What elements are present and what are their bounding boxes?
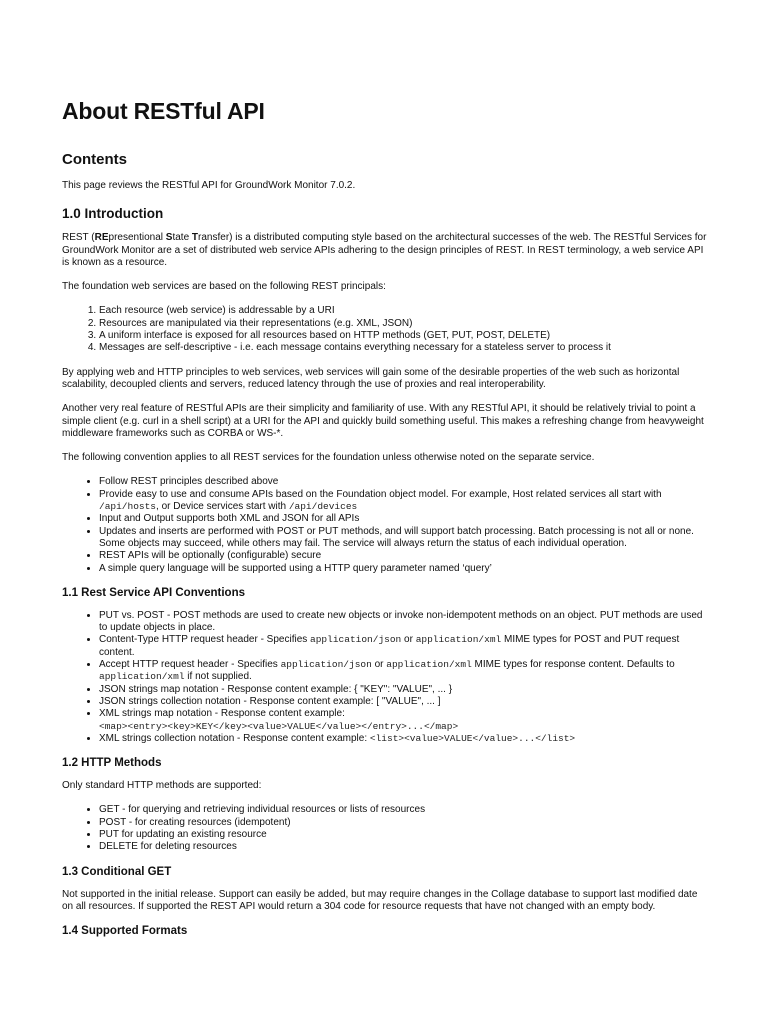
rest-suffix: ransfer) is a distributed computing style based on the architectural successes of the web. The RESTful Services for GroundWork Monitor are a set of distributed web service APIs adhering to the design principles of REST. In REST terminology, a web service API is known as a resource. (62, 232, 707, 268)
list-item: • PUT vs. POST - POST methods are used to create new objects or invoke non-idempotent methods on an object. PUT methods are used to update objects in place. (99, 610, 710, 635)
list-item (99, 708, 710, 733)
list-item: • REST APIs will be optionally (configurable) secure (99, 550, 710, 562)
list-item: 2. Resources are manipulated via their representations (e.g. XML, JSON) (99, 318, 710, 330)
list-item: • A simple query language will be supported using a HTTP query parameter named ‘query’ (99, 563, 710, 575)
contents-heading: Contents (62, 151, 127, 168)
code-devices-path: /api/devices (288, 501, 358, 513)
code-mime-xml: application/xml (386, 659, 472, 671)
convention-list (62, 476, 710, 574)
paragraph-http-principles: By applying web and HTTP principles to web services, web services will gain some of the desirable properties of the web such as horizontal scalability, decoupled clients and servers, reduced latency through the use of proxies and real interoperability. (62, 366, 680, 390)
list-item: • Updates and inserts are performed with POST or PUT methods, and will support batch processing. Batch processing is not all or none. Some objects may succeed, while others may fail. The service will always return the status of each individual operation. (99, 526, 710, 551)
list-item (99, 659, 710, 684)
list-item (99, 489, 710, 514)
text: if not supplied. (184, 671, 252, 683)
rest-letters-re: RE (94, 232, 109, 244)
list-item: 4. Messages are self-descriptive - i.e. each message contains everything necessary for a stateless server to process it (99, 342, 710, 354)
list-item: • GET - for querying and retrieving individual resources or lists of resources (99, 804, 710, 816)
text: or (371, 659, 387, 671)
rest-word-presentional: presentional (108, 232, 166, 244)
section-heading-conventions: 1.1 Rest Service API Conventions (62, 586, 246, 599)
code-xml-list: <list><value>VALUE</value>...</list> (369, 732, 576, 744)
text: , or Device services start with (156, 501, 289, 513)
list-item: • JSON strings map notation - Response content example: { "KEY": "VALUE", ... } (99, 684, 710, 696)
text: or (401, 634, 416, 646)
paragraph-simplicity: Another very real feature of RESTful APIs are their simplicity and familiarity of use. With any RESTful API, it should be relatively trivial to point a simple client (e.g. curl in a shell script) at a URI for the API and quickly build something useful. This makes a refreshing change from heavyweight middleware frameworks such as CORBA or WS-*. (62, 403, 704, 439)
code-mime-json: application/json (310, 634, 402, 646)
rest-letter-t: T (191, 232, 199, 244)
code-hosts-path: /api/hosts (99, 501, 157, 513)
list-item (99, 733, 710, 745)
principles-list (62, 305, 710, 354)
list-item (99, 634, 710, 659)
text: MIME types for response content. Defaults to (471, 659, 675, 671)
list-item: • PUT for updating an existing resource (99, 829, 710, 841)
list-item: • JSON strings collection notation - Response content example: [ "VALUE", ... ] (99, 696, 710, 708)
principals-intro: The foundation web services are based on the following REST principals: (62, 281, 386, 293)
http-methods-list (62, 804, 710, 853)
code-mime-xml: application/xml (415, 634, 502, 646)
rest-letter-s: S (165, 232, 173, 244)
text: Provide easy to use and consume APIs based on the Foundation object model. For example, Host related services all start with (99, 488, 662, 500)
rest-prefix: REST ( (62, 232, 95, 244)
text: Accept HTTP request header - Specifies (99, 659, 281, 671)
section-heading-http-methods: 1.2 HTTP Methods (62, 757, 162, 770)
intro-paragraph: This page reviews the RESTful API for GroundWork Monitor 7.0.2. (62, 180, 356, 191)
section-heading-supported-formats: 1.4 Supported Formats (62, 925, 188, 938)
rest-word-tate: tate (172, 232, 192, 244)
rest-definition-paragraph (62, 232, 710, 269)
list-item: 3. A uniform interface is exposed for all resources based on HTTP methods (GET, PUT, POST, DELETE) (99, 330, 710, 342)
text: MIME types for POST and PUT request content. (99, 634, 680, 658)
conditional-get-paragraph: Not supported in the initial release. Support can easily be added, but may require changes in the Collage database to support last modified date on all resources. If supported the REST API would return a 304 code for resource requests that have not changed with an empty body. (62, 888, 698, 912)
page-title: About RESTful API (62, 98, 265, 124)
section-heading-introduction: 1.0 Introduction (62, 206, 164, 222)
text: XML strings collection notation - Response content example: (99, 732, 370, 744)
text: Content-Type HTTP request header - Specifies (99, 634, 311, 646)
section-heading-conditional-get: 1.3 Conditional GET (62, 865, 172, 878)
code-xml-map: <map><entry><key>KEY</key><value>VALUE</value></entry>...</map> (99, 720, 459, 732)
list-item: • Input and Output supports both XML and JSON for all APIs (99, 513, 710, 525)
code-mime-json: application/json (280, 659, 372, 671)
list-item: • Follow REST principles described above (99, 476, 710, 488)
list-item: • POST - for creating resources (idempotent) (99, 817, 710, 829)
text: XML strings map notation - Response content example: (99, 708, 345, 720)
http-methods-paragraph: Only standard HTTP methods are supported: (62, 780, 262, 792)
paragraph-convention: The following convention applies to all REST services for the foundation unless otherwise noted on the separate service. (62, 452, 595, 464)
list-item: • DELETE for deleting resources (99, 841, 710, 853)
list-item: 1. Each resource (web service) is addressable by a URI (99, 305, 710, 317)
code-mime-xml-default: application/xml (99, 671, 185, 683)
conventions-list (62, 610, 710, 745)
